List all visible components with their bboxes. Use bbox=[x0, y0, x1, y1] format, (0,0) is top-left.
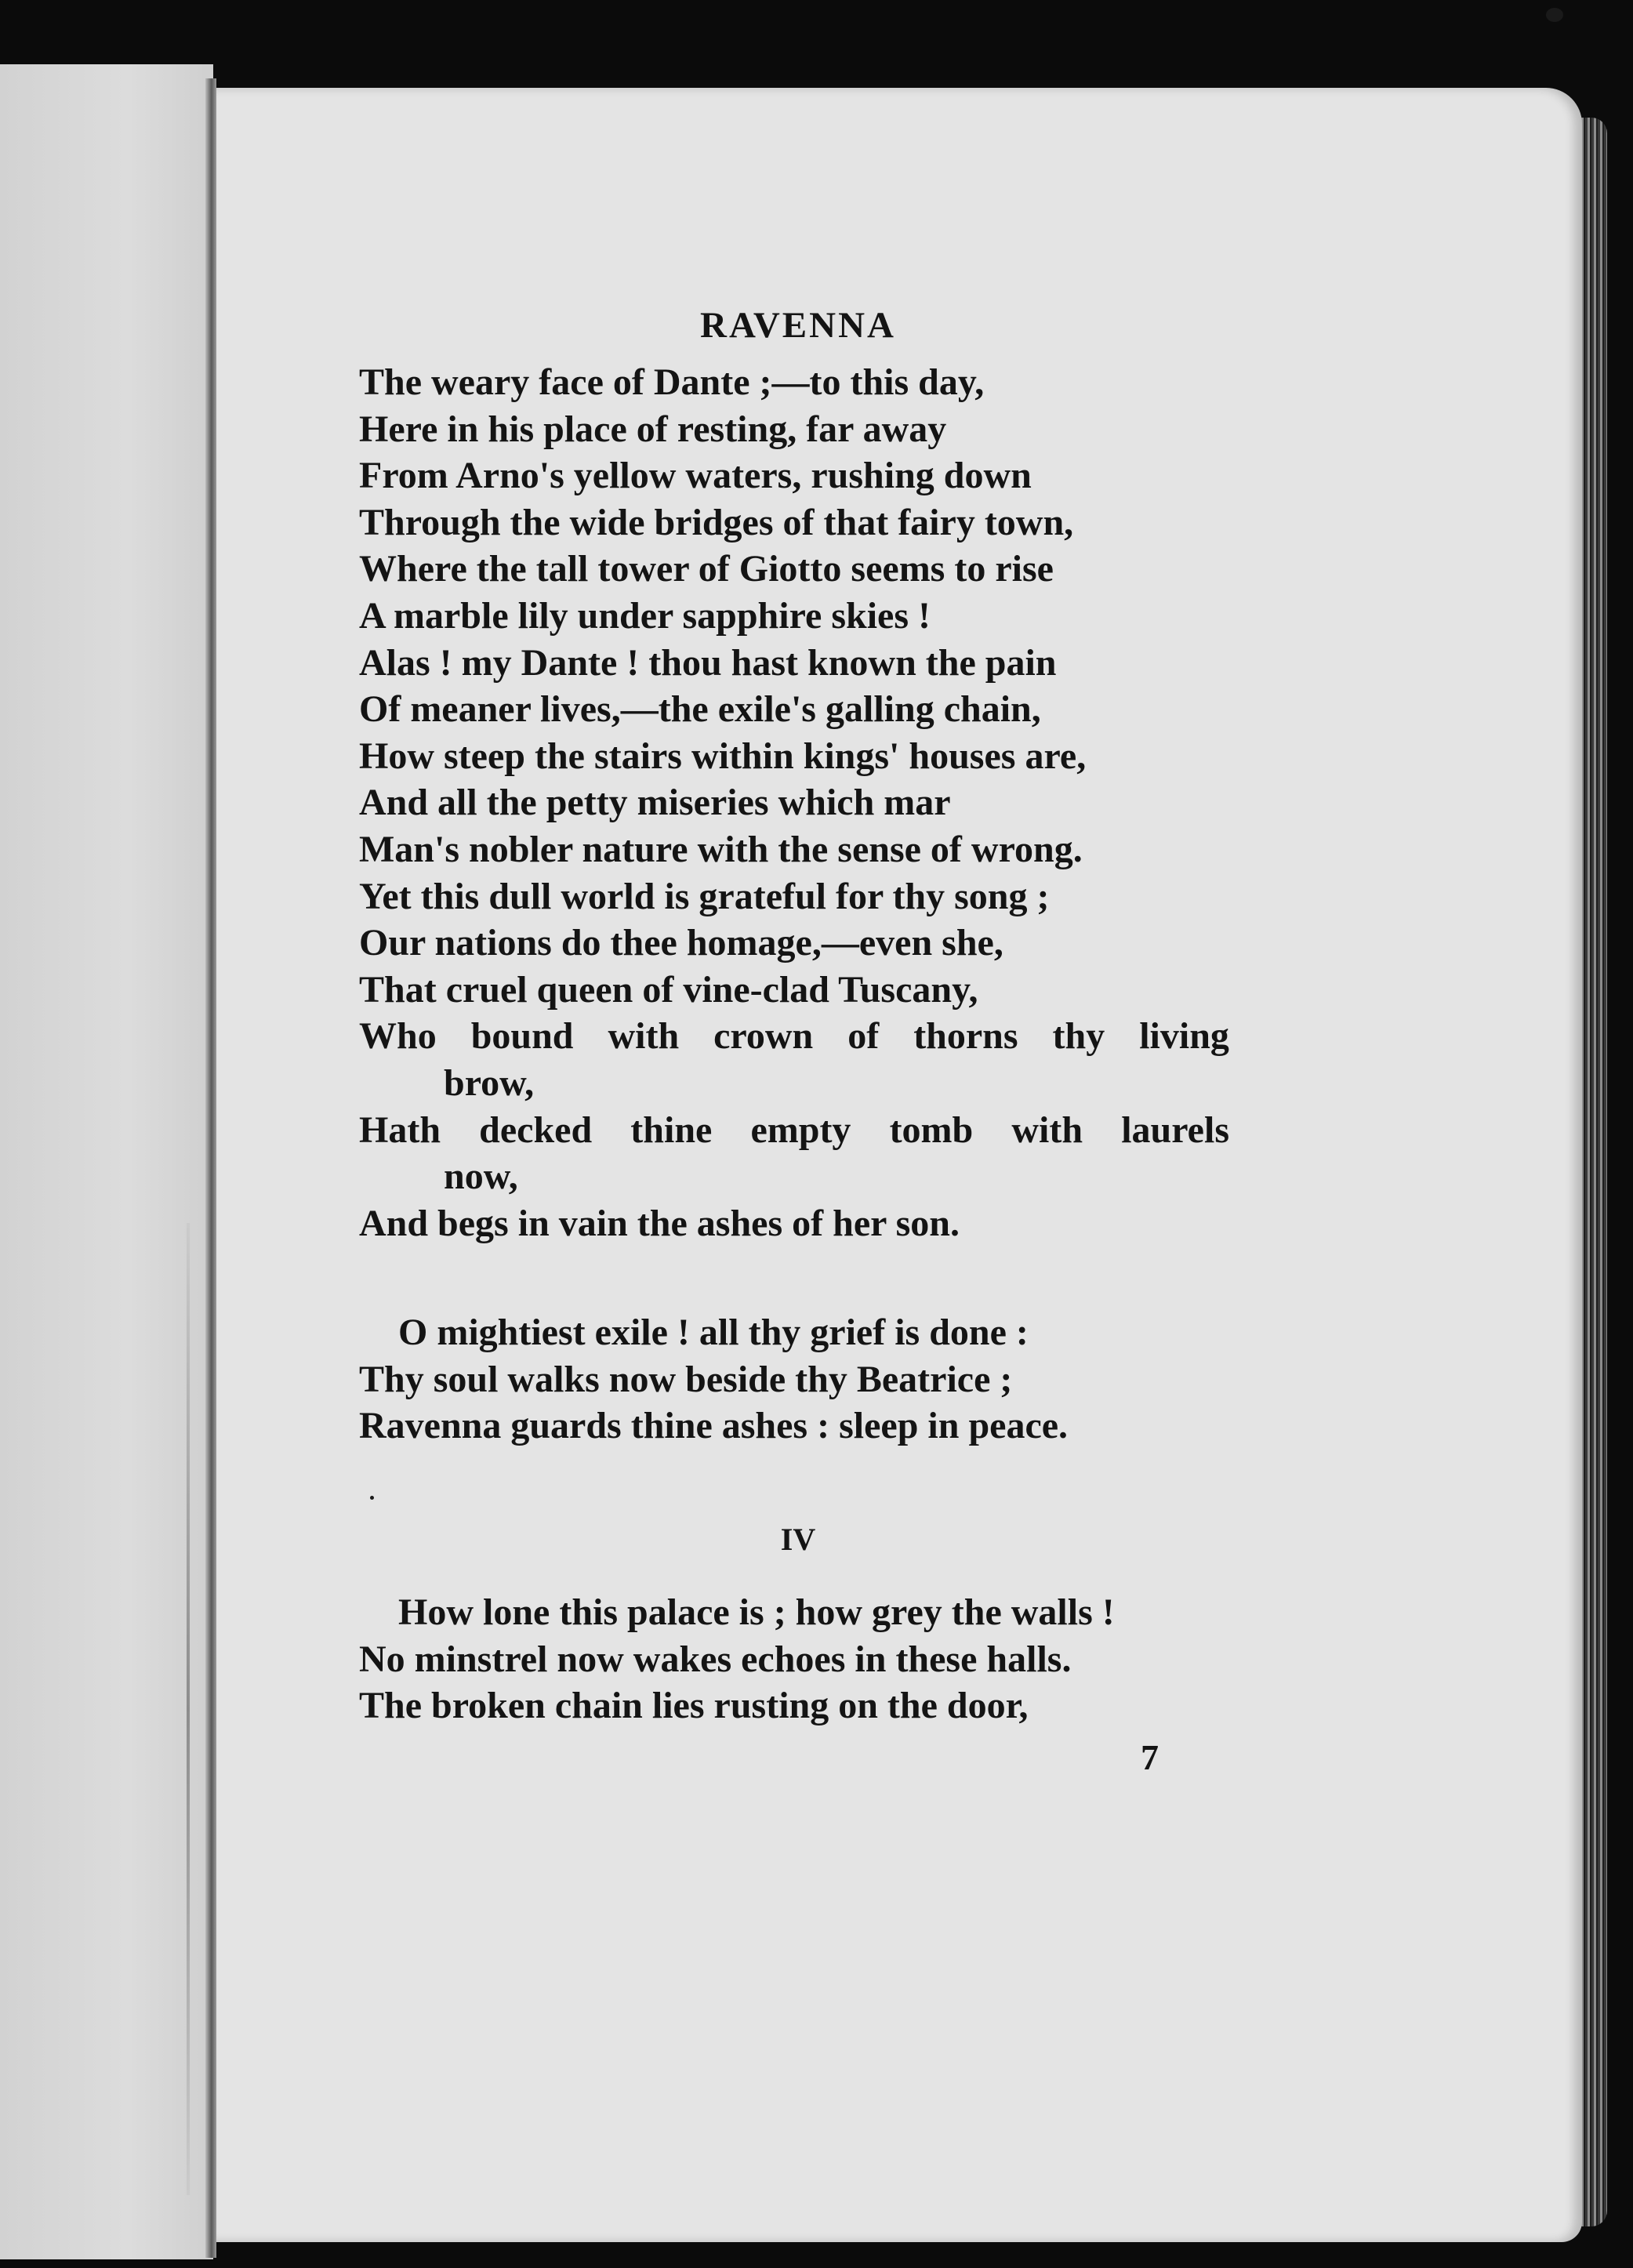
poem-line-runover: now, bbox=[444, 1156, 518, 1198]
poem-line-runover: brow, bbox=[444, 1061, 535, 1104]
facing-page bbox=[0, 64, 213, 2259]
poem-word: with bbox=[1011, 1109, 1083, 1151]
poem-line: Through the wide bridges of that fairy town, bbox=[359, 501, 1074, 543]
poem-line: And begs in vain the ashes of her son. bbox=[359, 1202, 960, 1244]
poem-word: Hath bbox=[359, 1109, 441, 1151]
poem-word: thorns bbox=[913, 1015, 1018, 1058]
poem-line: Yet this dull world is grateful for thy song ; bbox=[359, 875, 1050, 917]
poem-line: Alas ! my Dante ! thou hast known the pain bbox=[359, 641, 1057, 684]
poem-word: living bbox=[1139, 1015, 1229, 1058]
poem-line: Where the tall tower of Giotto seems to rise bbox=[359, 548, 1054, 590]
stanza-1 bbox=[359, 359, 1237, 1246]
poem-title: RAVENNA bbox=[700, 305, 896, 346]
poem-line: And all the petty miseries which mar bbox=[359, 782, 951, 824]
poem-line: Of meaner lives,—the exile's galling chain, bbox=[359, 688, 1041, 731]
poem-word: of bbox=[847, 1015, 880, 1058]
poem-word: bound bbox=[470, 1015, 574, 1058]
poem-line: Our nations do thee homage,—even she, bbox=[359, 922, 1003, 964]
poem-word: thy bbox=[1052, 1015, 1105, 1058]
poem-line: No minstrel now wakes echoes in these halls. bbox=[359, 1638, 1072, 1680]
poem-word: crown bbox=[713, 1015, 814, 1058]
poem-line: Here in his place of resting, far away bbox=[359, 408, 947, 450]
poem-line: Ravenna guards thine ashes : sleep in peace. bbox=[359, 1405, 1069, 1447]
book-gutter bbox=[205, 78, 216, 2258]
poem-line: Thy soul walks now beside thy Beatrice ; bbox=[359, 1358, 1013, 1400]
page-number: 7 bbox=[1141, 1737, 1159, 1777]
poem-line-justified bbox=[359, 1107, 1229, 1154]
poem-word: with bbox=[608, 1015, 680, 1058]
poem-line: From Arno's yellow waters, rushing down bbox=[359, 455, 1032, 497]
poem-line: A marble lily under sapphire skies ! bbox=[359, 594, 931, 637]
poem-line: That cruel queen of vine-clad Tuscany, bbox=[359, 968, 978, 1011]
poem-line: O mightiest exile ! all thy grief is done : bbox=[398, 1312, 1029, 1353]
poem-line: How steep the stairs within kings' houses are, bbox=[359, 735, 1087, 777]
page-crease bbox=[187, 1223, 190, 2195]
poem-word: tomb bbox=[889, 1109, 974, 1151]
poem-word: laurels bbox=[1121, 1109, 1229, 1151]
poem-line-justified bbox=[359, 1013, 1229, 1060]
poem-line: Man's nobler nature with the sense of wrong. bbox=[359, 828, 1083, 870]
poem-word: empty bbox=[750, 1109, 851, 1151]
poem-word: decked bbox=[479, 1109, 593, 1151]
section-numeral: IV bbox=[780, 1522, 816, 1557]
scan-speck bbox=[1546, 8, 1563, 22]
stanza-2 bbox=[359, 1309, 1237, 1450]
poem-word: thine bbox=[630, 1109, 713, 1151]
poem-line: How lone this palace is ; how grey the walls ! bbox=[398, 1591, 1115, 1633]
section-iv-stanza bbox=[359, 1589, 1237, 1729]
poem-line: The weary face of Dante ;—to this day, bbox=[359, 361, 985, 403]
scan-speck bbox=[370, 1496, 374, 1500]
poem-word: Who bbox=[359, 1015, 437, 1058]
poem-line: The broken chain lies rusting on the door, bbox=[359, 1685, 1029, 1727]
